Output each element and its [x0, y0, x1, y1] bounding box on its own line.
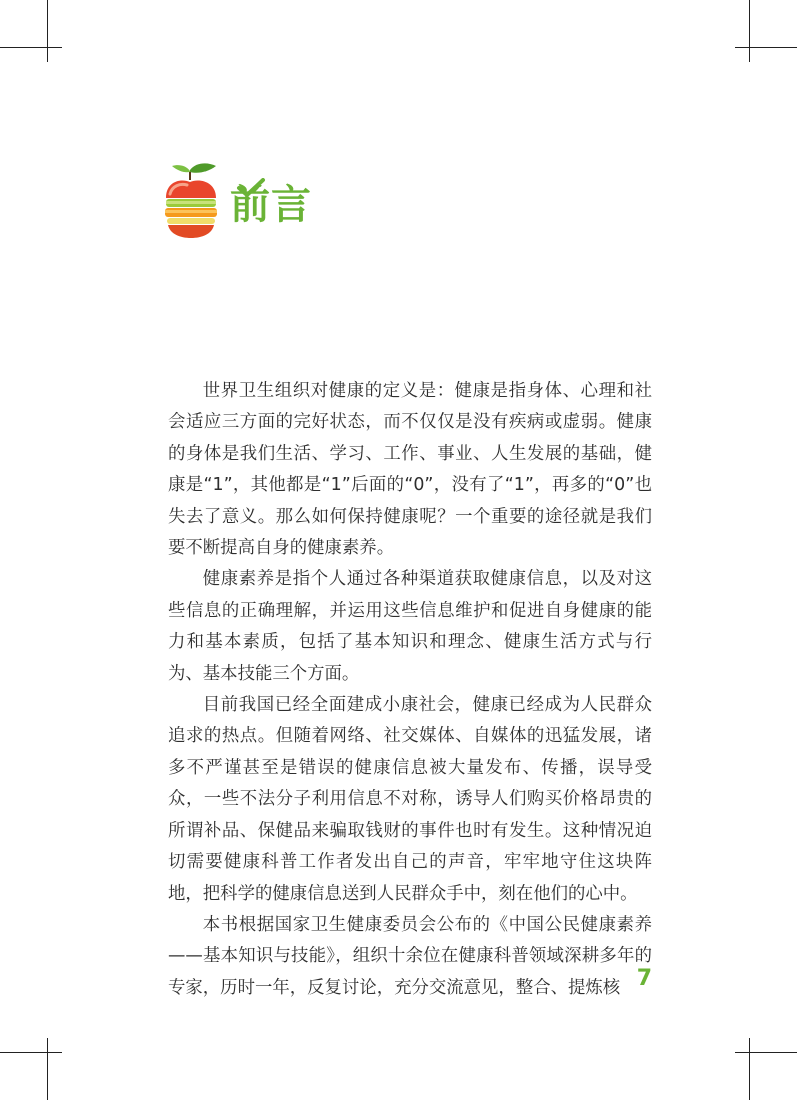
- crop-mark-top-left-v: [47, 0, 48, 62]
- page-number: 7: [636, 966, 652, 991]
- crop-mark-top-right-h: [735, 47, 797, 48]
- fruit-slices-icon: [160, 160, 224, 240]
- paragraph: 目前我国已经全面建成小康社会，健康已经成为人民群众追求的热点。但随着网络、社交媒体、自媒体的迅猛发展，诸多不严谨甚至是错误的健康信息被大量发布、传播，误导受众，一些不法分子利用信息不对称，诱导人们购买价格昂贵的所谓补品、保健品来骗取钱财的事件也时有发生。这种情况迫切需要健康科普工作者发出自己的声音，牢牢地守住这块阵地，把科学的健康信息送到人民群众手中，刻在他们的心中。: [168, 695, 652, 904]
- paragraph: 世界卫生组织对健康的定义是：健康是指身体、心理和社会适应三方面的完好状态，而不仅仅是没有疾病或虚弱。健康的身体是我们生活、学习、工作、事业、人生发展的基础，健康是“1”，其他都是“1”后面的“0”，没有了“1”，再多的“0”也失去了意义。那么如何保持健康呢？一个重要的途径就是我们要不断提高自身的健康素养。: [168, 381, 652, 559]
- chapter-title: 前言: [230, 182, 312, 228]
- crop-mark-top-right-v: [749, 0, 750, 62]
- crop-mark-bottom-right-h: [735, 1052, 797, 1053]
- paragraph: 本书根据国家卫生健康委员会公布的《中国公民健康素养——基本知识与技能》，组织十余位在健康科普领域深耕多年的专家，历时一年，反复讨论，充分交流意见，整合、提炼核: [168, 914, 652, 998]
- crop-mark-top-left-h: [0, 47, 62, 48]
- crop-mark-bottom-left-h: [0, 1052, 62, 1053]
- paragraph: 健康素养是指个人通过各种渠道获取健康信息，以及对这些信息的正确理解，并运用这些信息维护和促进自身健康的能力和基本素质，包括了基本知识和理念、健康生活方式与行为、基本技能三个方面。: [168, 569, 652, 684]
- preface-body: [168, 376, 652, 1004]
- chapter-header: [160, 160, 360, 240]
- crop-mark-bottom-right-v: [749, 1038, 750, 1100]
- crop-mark-bottom-left-v: [47, 1038, 48, 1100]
